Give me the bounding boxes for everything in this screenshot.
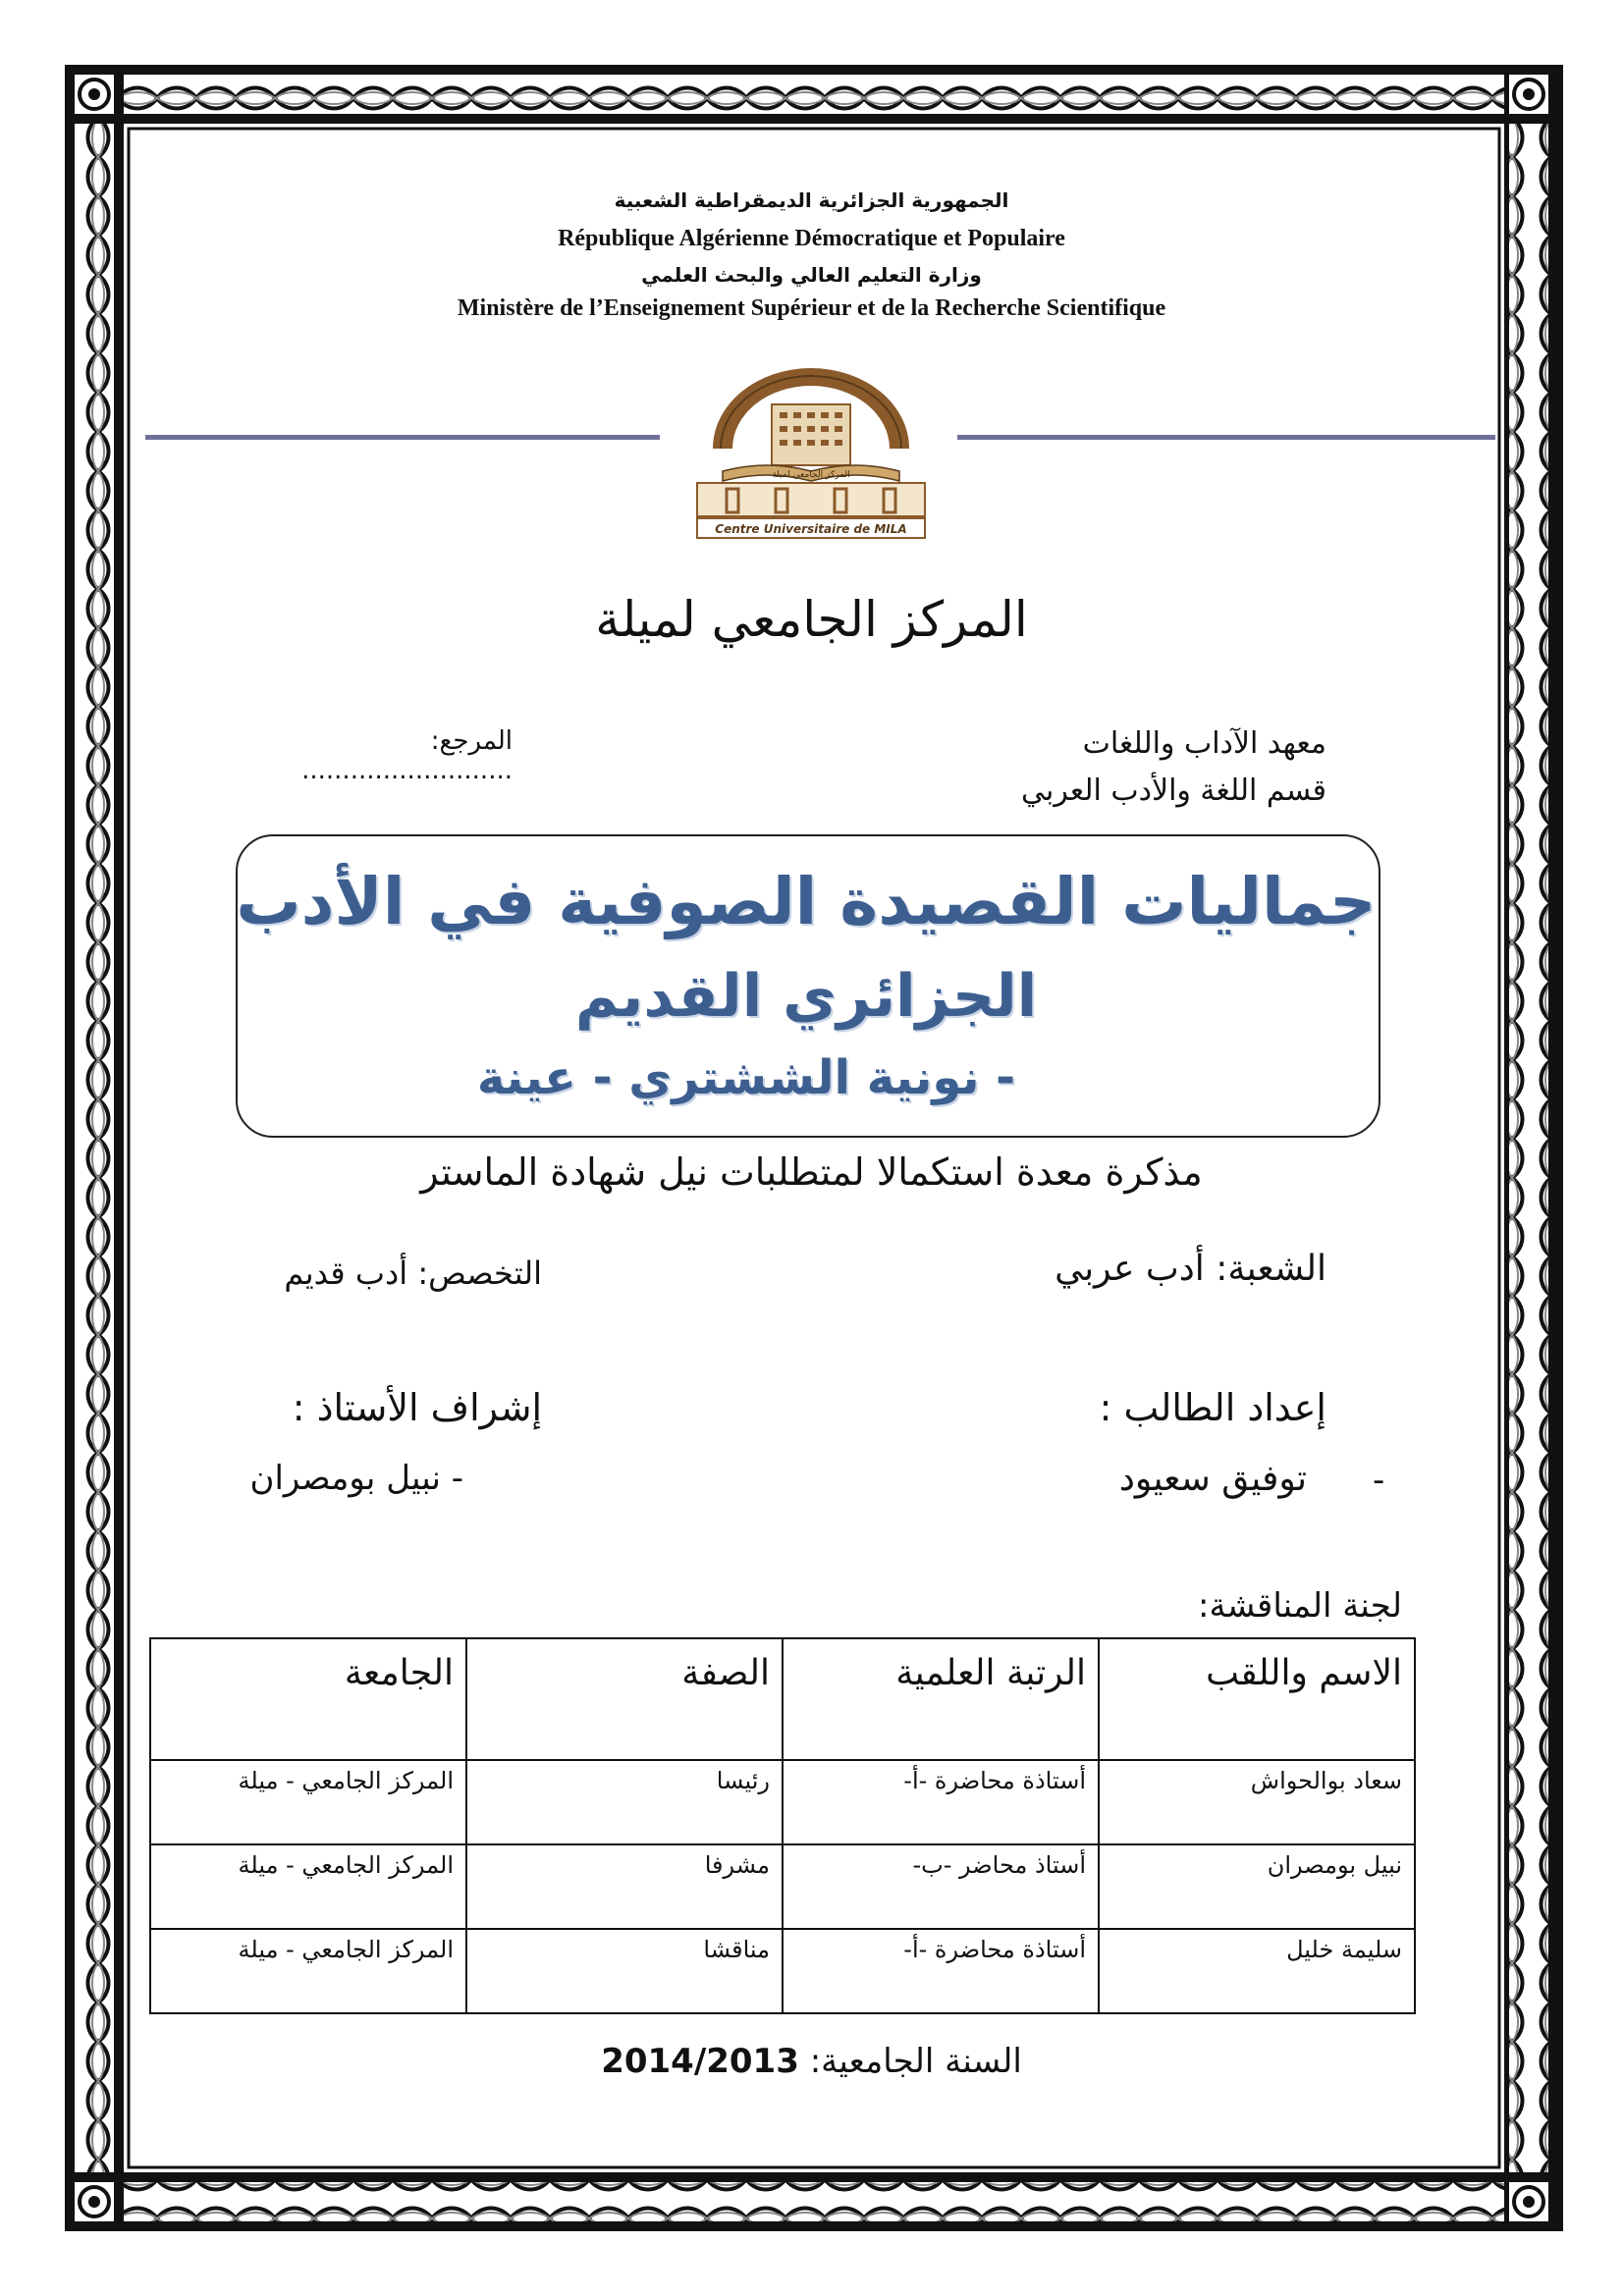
- student-name: توفيق سعيود: [1118, 1459, 1307, 1499]
- supervisor-name: - نبيل بومصران: [249, 1459, 463, 1498]
- cell-university: المركز الجامعي - ميلة: [150, 1760, 466, 1844]
- thesis-title-line1: جماليات القصيدة الصوفية في الأدب: [236, 864, 1377, 939]
- specialty: التخصص: أدب قديم: [284, 1255, 542, 1292]
- committee-header-row: [150, 1638, 1415, 1760]
- frame-top-chain: [124, 75, 1504, 114]
- table-row: [150, 1760, 1415, 1844]
- ministry-ar: وزارة التعليم العالي والبحث العلمي: [641, 263, 982, 287]
- committee-table: [149, 1637, 1416, 2014]
- frame-left-chain: [75, 124, 114, 2172]
- cell-rank: أستاذة محاضرة -أ-: [783, 1929, 1099, 2013]
- header-rule-left: [145, 435, 660, 440]
- header-rule-right: [957, 435, 1495, 440]
- table-row: [150, 1844, 1415, 1929]
- logo-caption: Centre Universitaire de MILA: [715, 522, 907, 536]
- col-header-name: الاسم واللقب: [1099, 1638, 1415, 1760]
- table-row: [150, 1929, 1415, 2013]
- cell-rank: أستاذة محاضرة -أ-: [783, 1760, 1099, 1844]
- academic-year-value: 2014/2013: [601, 2042, 799, 2081]
- logo-inner-text: المركز الجامعي لميلة: [772, 470, 850, 480]
- frame-bottom-chain: [124, 2182, 1504, 2221]
- academic-year: [0, 2042, 1623, 2081]
- committee-label: لجنة المناقشة:: [1198, 1586, 1402, 1626]
- thesis-title-line2: الجزائري القديم: [574, 962, 1038, 1031]
- frame-right-chain: [1509, 124, 1548, 2172]
- cell-name: سعاد بوالحواش: [1099, 1760, 1415, 1844]
- academic-year-label: السنة الجامعية:: [809, 2042, 1022, 2081]
- cell-role: مشرفا: [466, 1844, 783, 1929]
- republic-ar: الجمهورية الجزائرية الديمقراطية الشعبية: [614, 188, 1009, 212]
- department-name: قسم اللغة والأدب العربي: [1020, 774, 1326, 808]
- col-header-rank: الرتبة العلمية: [783, 1638, 1099, 1760]
- student-bullet: -: [1373, 1461, 1385, 1500]
- prepared-by-label: إعداد الطالب :: [1099, 1386, 1326, 1429]
- cell-name: نبيل بومصران: [1099, 1844, 1415, 1929]
- cell-role: مناقشا: [466, 1929, 783, 2013]
- thesis-title-line3: - نونية الششتري - عينة: [476, 1050, 1016, 1105]
- col-header-university: الجامعة: [150, 1638, 466, 1760]
- republic-fr: République Algérienne Démocratique et Populaire: [558, 226, 1065, 251]
- cell-rank: أستاذ محاضر -ب-: [783, 1844, 1099, 1929]
- supervisor-label: إشراف الأستاذ :: [292, 1386, 542, 1429]
- branch: الشعبة: أدب عربي: [1055, 1249, 1326, 1289]
- col-header-role: الصفة: [466, 1638, 783, 1760]
- cell-name: سليمة خليل: [1099, 1929, 1415, 2013]
- thesis-purpose: مذكرة معدة استكمالا لمتطلبات نيل شهادة الماستر: [420, 1150, 1203, 1194]
- institution-name: المركز الجامعي لميلة: [595, 591, 1028, 648]
- cell-role: رئيسا: [466, 1760, 783, 1844]
- cell-university: المركز الجامعي - ميلة: [150, 1929, 466, 2013]
- institute-name: معهد الآداب واللغات: [1082, 726, 1326, 761]
- university-logo: [693, 355, 929, 542]
- reference-field: المرجع: ..........................: [301, 726, 513, 785]
- cell-university: المركز الجامعي - ميلة: [150, 1844, 466, 1929]
- ministry-fr: Ministère de l’Enseignement Supérieur et de la Recherche Scientifique: [457, 295, 1166, 321]
- university-logo-emblem: [693, 355, 929, 542]
